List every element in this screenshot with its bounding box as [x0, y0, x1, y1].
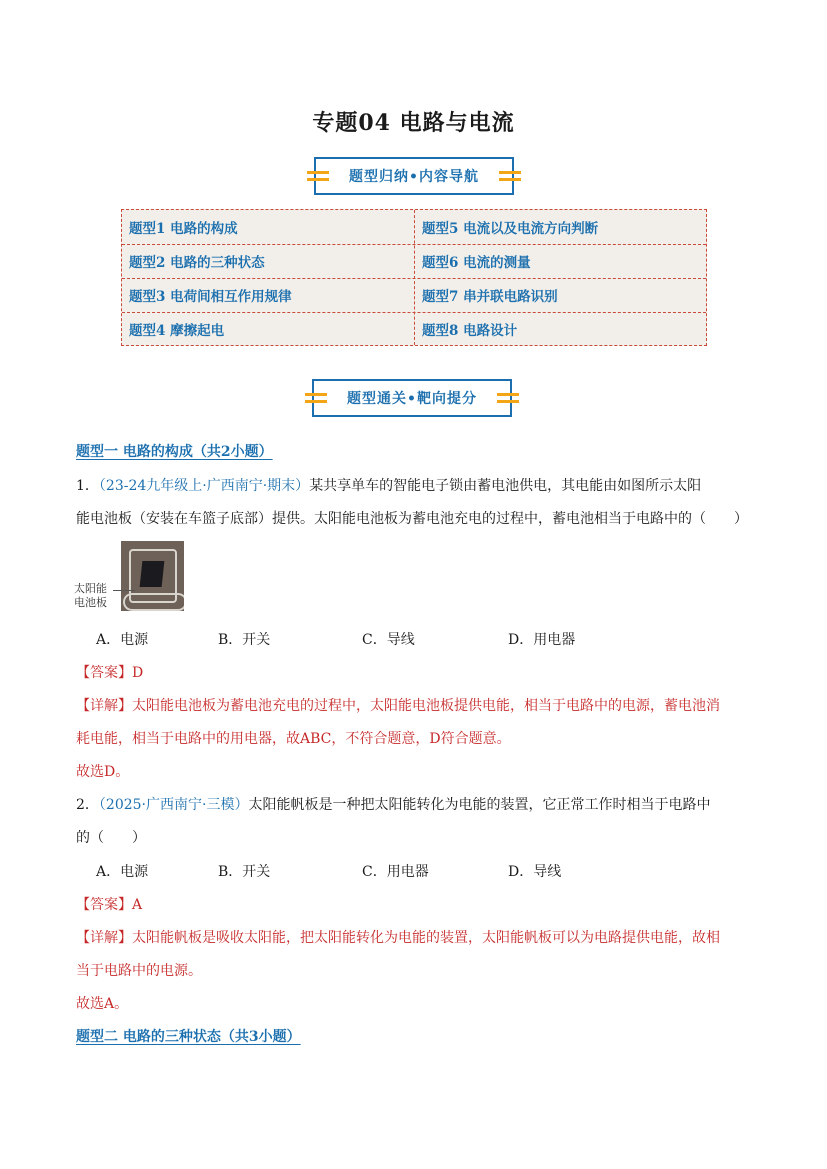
nav-item-3[interactable]: 题型3 电荷间相互作用规律: [129, 289, 292, 305]
option-a: A．电源: [96, 864, 149, 880]
question-1-line-2: 能电池板（安装在车篮子底部）提供。太阳能电池板为蓄电池充电的过程中，蓄电池相当于电路中的（ ）: [76, 511, 748, 527]
banner-right-ornament: [499, 171, 521, 181]
detail-2-line-2: 当于电路中的电源。: [76, 963, 202, 979]
conclusion-1: 故选D。: [76, 764, 130, 780]
nav-banner-label: 题型归纳•内容导航: [349, 169, 479, 185]
nav-item-2[interactable]: 题型2 电路的三种状态: [129, 255, 265, 271]
solar-panel: [140, 561, 165, 587]
nav-item-6[interactable]: 题型6 电流的测量: [422, 255, 531, 271]
page-title: 专题04 电路与电流: [312, 110, 515, 136]
photo-label: 太阳能 电池板: [74, 582, 107, 609]
section-heading-2: 题型二 电路的三种状态（共3小题）: [76, 1029, 301, 1045]
question-text: 某共享单车的智能电子锁由蓄电池供电，其电能由如图所示太阳: [309, 478, 702, 494]
section-heading-1: 题型一 电路的构成（共2小题）: [76, 444, 273, 460]
practice-banner: [312, 379, 512, 417]
question-source: （2025·广西南宁·三模）: [98, 797, 249, 813]
practice-banner-label: 题型通关•靶向提分: [347, 391, 477, 407]
detail-1-line-1: 【详解】太阳能电池板为蓄电池充电的过程中，太阳能电池板提供电能，相当于电路中的电源，蓄电池消: [76, 698, 720, 714]
banner-left-ornament: [307, 171, 329, 181]
question-number: 1．: [76, 478, 99, 494]
answer-2: 【答案】A: [76, 897, 143, 913]
option-d: D．用电器: [508, 632, 576, 648]
question-1-line-1: [76, 475, 701, 495]
option-b: B．开关: [218, 632, 271, 648]
option-a: A．电源: [96, 632, 149, 648]
banner-left-ornament: [305, 393, 327, 403]
option-c: C．用电器: [362, 864, 429, 880]
nav-item-4[interactable]: 题型4 摩擦起电: [129, 323, 225, 339]
solar-panel-photo: [121, 541, 184, 611]
basket-wire: [123, 593, 184, 611]
question-source: （23-24九年级上·广西南宁·期末）: [98, 478, 310, 494]
detail-1-line-2: 耗电能，相当于电路中的用电器，故ABC，不符合题意，D符合题意。: [76, 731, 511, 747]
question-2-line-2: 的（ ）: [76, 830, 146, 846]
conclusion-2: 故选A。: [76, 996, 129, 1012]
label-pointer: [113, 590, 135, 591]
nav-banner: [314, 157, 514, 195]
nav-item-7[interactable]: 题型7 串并联电路识别: [422, 289, 558, 305]
option-c: C．导线: [362, 632, 415, 648]
answer-1: 【答案】D: [76, 665, 144, 681]
question-2-line-1: [76, 794, 710, 814]
option-b: B．开关: [218, 864, 271, 880]
nav-item-8[interactable]: 题型8 电路设计: [422, 323, 518, 339]
nav-item-1[interactable]: 题型1 电路的构成: [129, 221, 238, 237]
question-text: 太阳能帆板是一种把太阳能转化为电能的装置，它正常工作时相当于电路中: [248, 797, 711, 813]
nav-item-5[interactable]: 题型5 电流以及电流方向判断: [422, 221, 599, 237]
banner-right-ornament: [497, 393, 519, 403]
question-number: 2．: [76, 797, 99, 813]
topic-navigation-table: [121, 209, 707, 346]
detail-2-line-1: 【详解】太阳能帆板是吸收太阳能，把太阳能转化为电能的装置，太阳能帆板可以为电路提供电能，故相: [76, 930, 720, 946]
option-d: D．导线: [508, 864, 562, 880]
